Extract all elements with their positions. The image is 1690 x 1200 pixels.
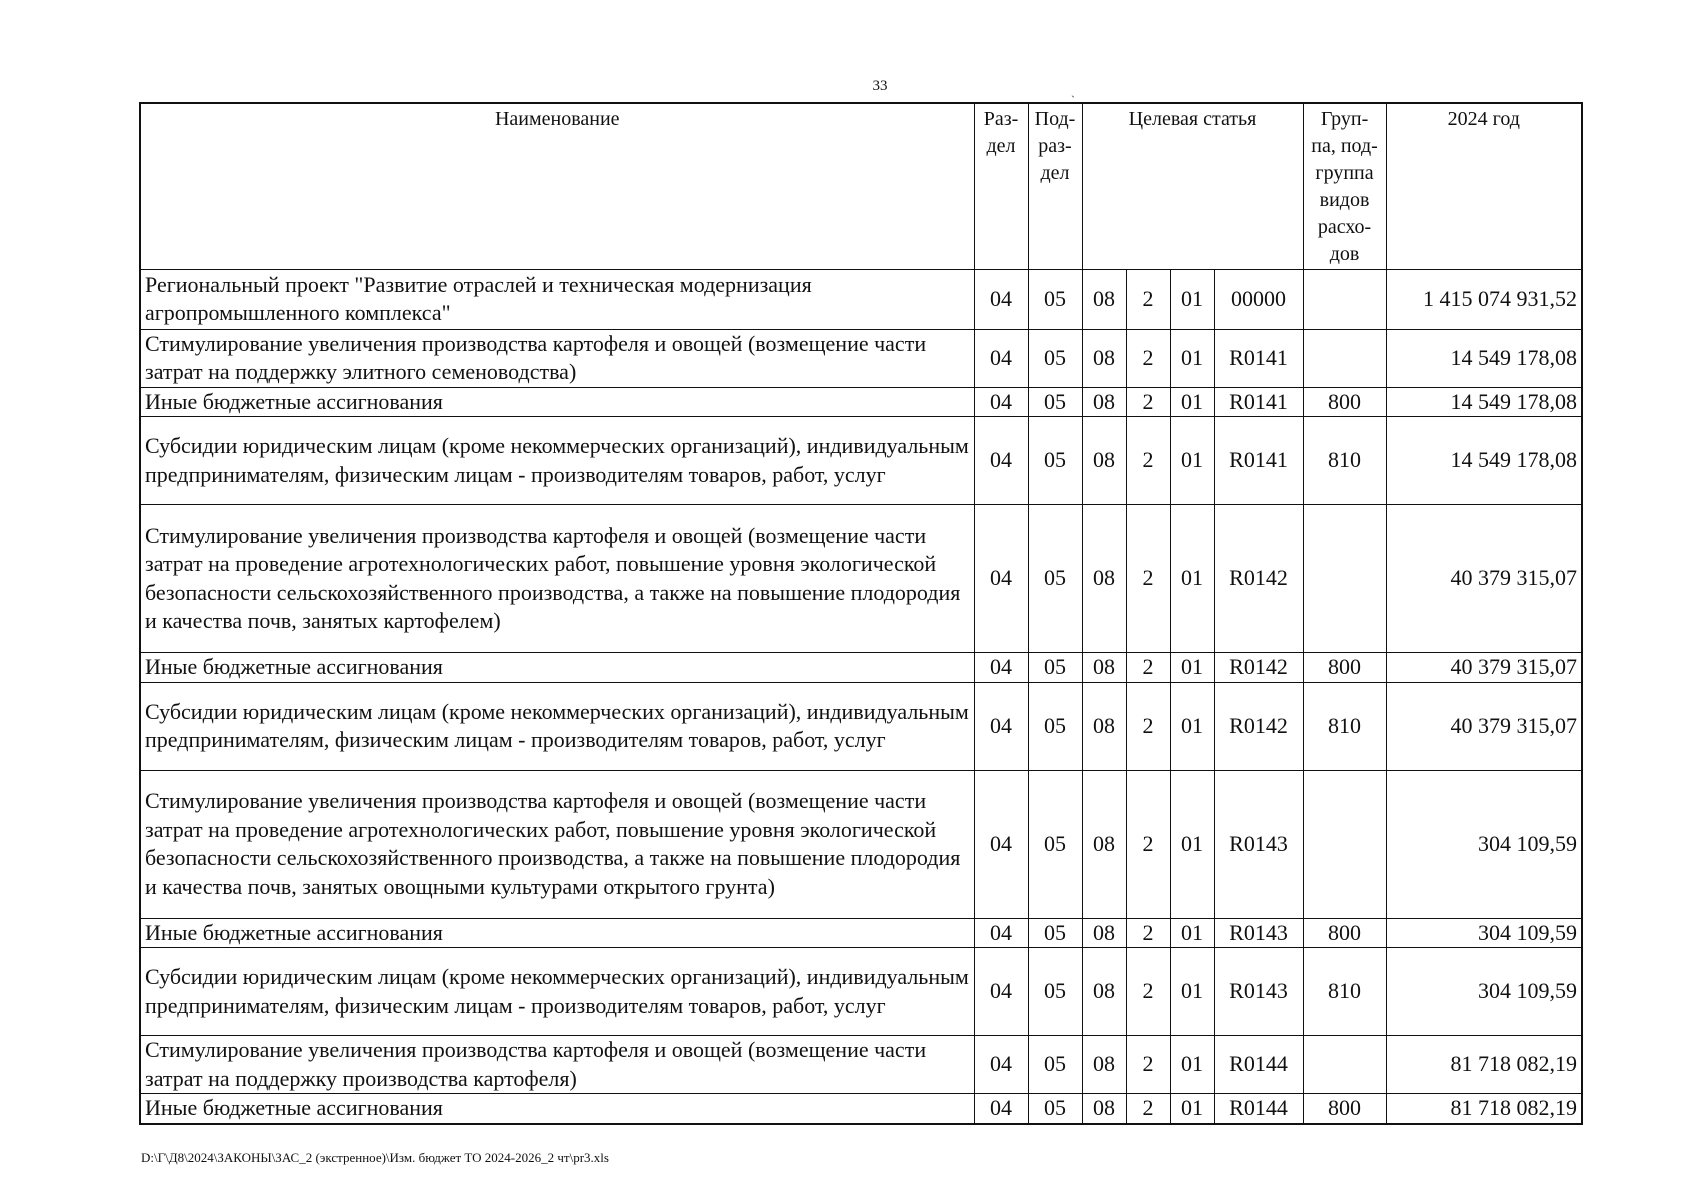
cell-target-program: 08 (1082, 329, 1126, 387)
table-row (140, 1036, 1582, 1094)
cell-subsection: 05 (1028, 653, 1082, 683)
cell-target-direction: R0141 (1214, 417, 1303, 505)
header-name: Наименование (140, 103, 974, 269)
cell-target-direction: R0142 (1214, 653, 1303, 683)
header-expense-group: Груп- па, под- группа видов расхо- дов (1303, 103, 1386, 269)
cell-target-direction: R0142 (1214, 505, 1303, 653)
header-section: Раз- дел (974, 103, 1028, 269)
cell-target-subprogram: 01 (1170, 1094, 1214, 1124)
table-row (140, 269, 1582, 329)
cell-name: Субсидии юридическим лицам (кроме некоммерческих организаций), индивидуальным предпринимателям, физическим лицам - производителям товаров, работ, услуг (140, 948, 974, 1036)
cell-section: 04 (974, 417, 1028, 505)
table-row (140, 682, 1582, 770)
cell-name: Стимулирование увеличения производства картофеля и овощей (возмещение части затрат на поддержку производства картофеля) (140, 1036, 974, 1094)
cell-section: 04 (974, 770, 1028, 918)
cell-target-direction: R0143 (1214, 948, 1303, 1036)
cell-amount-2024: 40 379 315,07 (1386, 505, 1582, 653)
table-row (140, 948, 1582, 1036)
cell-name: Иные бюджетные ассигнования (140, 1094, 974, 1124)
cell-target-type: 2 (1126, 387, 1170, 417)
header-target-article: Целевая статья (1082, 103, 1303, 269)
table-row (140, 653, 1582, 683)
cell-name: Субсидии юридическим лицам (кроме некоммерческих организаций), индивидуальным предпринимателям, физическим лицам - производителям товаров, работ, услуг (140, 417, 974, 505)
cell-expense-group (1303, 269, 1386, 329)
cell-section: 04 (974, 682, 1028, 770)
cell-expense-group: 810 (1303, 682, 1386, 770)
cell-name: Стимулирование увеличения производства картофеля и овощей (возмещение части затрат на проведение агротехнологических работ, повышение уровня экологической безопасности сельскохозяйственного производства, а также на повышение плодородия и качества почв, занятых овощными культурами открытого грунта) (140, 770, 974, 918)
cell-name: Региональный проект "Развитие отраслей и техническая модернизация агропромышленного комплекса" (140, 269, 974, 329)
cell-target-direction: R0144 (1214, 1094, 1303, 1124)
cell-target-subprogram: 01 (1170, 770, 1214, 918)
cell-expense-group (1303, 1036, 1386, 1094)
cell-target-type: 2 (1126, 329, 1170, 387)
table-row (140, 387, 1582, 417)
cell-amount-2024: 40 379 315,07 (1386, 682, 1582, 770)
cell-target-subprogram: 01 (1170, 269, 1214, 329)
cell-subsection: 05 (1028, 1094, 1082, 1124)
cell-target-subprogram: 01 (1170, 417, 1214, 505)
cell-target-direction: R0143 (1214, 770, 1303, 918)
cell-amount-2024: 14 549 178,08 (1386, 387, 1582, 417)
cell-expense-group (1303, 770, 1386, 918)
table-body (140, 269, 1582, 1124)
cell-target-program: 08 (1082, 918, 1126, 948)
cell-target-program: 08 (1082, 653, 1126, 683)
cell-name: Стимулирование увеличения производства картофеля и овощей (возмещение части затрат на проведение агротехнологических работ, повышение уровня экологической безопасности сельскохозяйственного производства, а также на повышение плодородия и качества почв, занятых картофелем) (140, 505, 974, 653)
header-year: 2024 год (1386, 103, 1582, 269)
table-row (140, 1094, 1582, 1124)
cell-target-program: 08 (1082, 770, 1126, 918)
cell-subsection: 05 (1028, 269, 1082, 329)
cell-target-type: 2 (1126, 918, 1170, 948)
cell-name: Стимулирование увеличения производства картофеля и овощей (возмещение части затрат на поддержку элитного семеноводства) (140, 329, 974, 387)
cell-name: Субсидии юридическим лицам (кроме некоммерческих организаций), индивидуальным предпринимателям, физическим лицам - производителям товаров, работ, услуг (140, 682, 974, 770)
cell-target-type: 2 (1126, 948, 1170, 1036)
cell-expense-group: 810 (1303, 417, 1386, 505)
cell-section: 04 (974, 505, 1028, 653)
cell-subsection: 05 (1028, 417, 1082, 505)
cell-amount-2024: 304 109,59 (1386, 770, 1582, 918)
cell-target-direction: R0141 (1214, 387, 1303, 417)
budget-table (139, 102, 1583, 1125)
table-row (140, 918, 1582, 948)
cell-target-type: 2 (1126, 1094, 1170, 1124)
cell-subsection: 05 (1028, 329, 1082, 387)
cell-target-program: 08 (1082, 1036, 1126, 1094)
cell-subsection: 05 (1028, 505, 1082, 653)
cell-target-type: 2 (1126, 770, 1170, 918)
cell-target-program: 08 (1082, 682, 1126, 770)
cell-subsection: 05 (1028, 948, 1082, 1036)
cell-expense-group (1303, 329, 1386, 387)
cell-target-subprogram: 01 (1170, 948, 1214, 1036)
cell-section: 04 (974, 387, 1028, 417)
cell-target-program: 08 (1082, 387, 1126, 417)
cell-expense-group (1303, 505, 1386, 653)
table-row (140, 505, 1582, 653)
table-row (140, 770, 1582, 918)
cell-target-direction: 00000 (1214, 269, 1303, 329)
cell-target-program: 08 (1082, 505, 1126, 653)
cell-subsection: 05 (1028, 682, 1082, 770)
cell-target-type: 2 (1126, 1036, 1170, 1094)
cell-target-program: 08 (1082, 269, 1126, 329)
cell-target-direction: R0141 (1214, 329, 1303, 387)
cell-target-direction: R0143 (1214, 918, 1303, 948)
header-subsection: Под- раз- дел (1028, 103, 1082, 269)
cell-section: 04 (974, 1036, 1028, 1094)
cell-name: Иные бюджетные ассигнования (140, 653, 974, 683)
cell-section: 04 (974, 918, 1028, 948)
cell-amount-2024: 81 718 082,19 (1386, 1094, 1582, 1124)
cell-target-program: 08 (1082, 417, 1126, 505)
cell-expense-group: 800 (1303, 653, 1386, 683)
cell-expense-group: 800 (1303, 918, 1386, 948)
cell-target-direction: R0142 (1214, 682, 1303, 770)
cell-expense-group: 800 (1303, 1094, 1386, 1124)
cell-name: Иные бюджетные ассигнования (140, 918, 974, 948)
cell-name: Иные бюджетные ассигнования (140, 387, 974, 417)
cell-target-subprogram: 01 (1170, 505, 1214, 653)
footer-file-path: D:\Г\Д8\2024\ЗАКОНЫ\ЗАС_2 (экстренное)\Изм. бюджет ТО 2024-2026_2 чт\pr3.xls (141, 1150, 609, 1165)
cell-section: 04 (974, 269, 1028, 329)
cell-target-subprogram: 01 (1170, 682, 1214, 770)
cell-amount-2024: 304 109,59 (1386, 918, 1582, 948)
page-number: 33 (872, 78, 888, 94)
scan-mark: ˏ (1071, 84, 1075, 98)
cell-amount-2024: 81 718 082,19 (1386, 1036, 1582, 1094)
cell-section: 04 (974, 653, 1028, 683)
cell-target-type: 2 (1126, 682, 1170, 770)
cell-subsection: 05 (1028, 387, 1082, 417)
header-row (140, 103, 1582, 269)
cell-subsection: 05 (1028, 918, 1082, 948)
cell-expense-group: 800 (1303, 387, 1386, 417)
table-header (140, 103, 1582, 269)
table-row (140, 329, 1582, 387)
cell-target-subprogram: 01 (1170, 387, 1214, 417)
table-row (140, 417, 1582, 505)
cell-expense-group: 810 (1303, 948, 1386, 1036)
cell-subsection: 05 (1028, 1036, 1082, 1094)
cell-target-type: 2 (1126, 269, 1170, 329)
cell-section: 04 (974, 1094, 1028, 1124)
cell-subsection: 05 (1028, 770, 1082, 918)
cell-target-type: 2 (1126, 653, 1170, 683)
cell-target-subprogram: 01 (1170, 329, 1214, 387)
cell-target-subprogram: 01 (1170, 653, 1214, 683)
cell-target-direction: R0144 (1214, 1036, 1303, 1094)
cell-amount-2024: 1 415 074 931,52 (1386, 269, 1582, 329)
cell-amount-2024: 14 549 178,08 (1386, 329, 1582, 387)
cell-target-program: 08 (1082, 948, 1126, 1036)
cell-section: 04 (974, 948, 1028, 1036)
cell-section: 04 (974, 329, 1028, 387)
cell-target-subprogram: 01 (1170, 1036, 1214, 1094)
cell-target-type: 2 (1126, 505, 1170, 653)
cell-target-type: 2 (1126, 417, 1170, 505)
cell-target-subprogram: 01 (1170, 918, 1214, 948)
cell-amount-2024: 14 549 178,08 (1386, 417, 1582, 505)
cell-amount-2024: 40 379 315,07 (1386, 653, 1582, 683)
cell-amount-2024: 304 109,59 (1386, 948, 1582, 1036)
cell-target-program: 08 (1082, 1094, 1126, 1124)
